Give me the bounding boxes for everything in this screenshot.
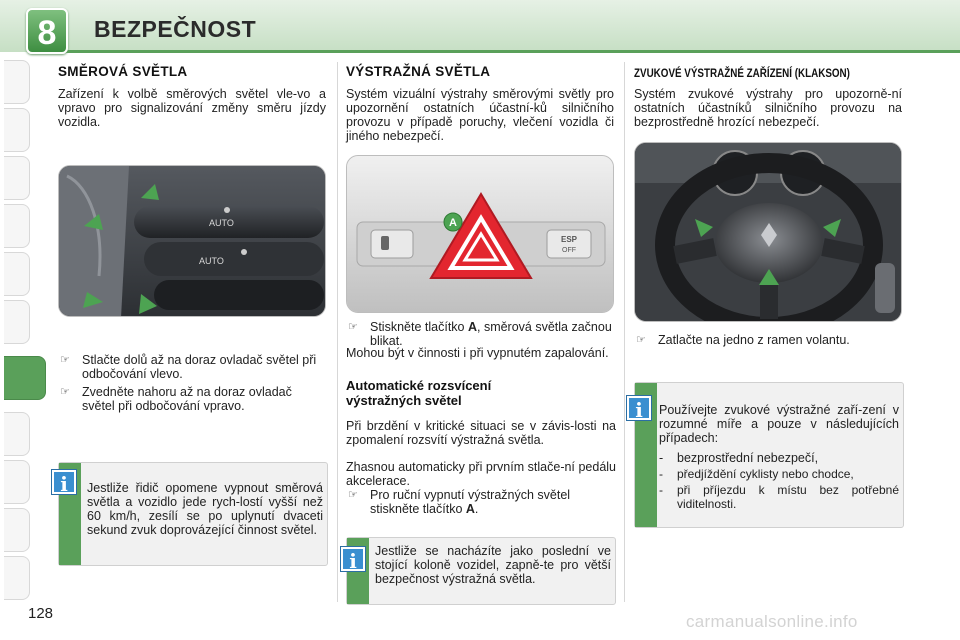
bullet-bold-a: A [467, 320, 477, 334]
bullet-bold-a: A [465, 502, 475, 516]
bullet-text-pre: Stiskněte tlačítko [370, 320, 468, 334]
pointing-hand-icon: ☞ [60, 354, 70, 366]
bullet-press-horn [636, 333, 904, 347]
auto-hazard-text-2: Zhasnou automaticky při prvním stlače-ní pedálu akcelerace. [346, 460, 616, 488]
bullet-right-turn [60, 385, 326, 413]
info-text: Používejte zvukové výstražné zaří-zení v rozumné míře a pouze v následujících případech: [659, 403, 899, 445]
bullet-text: Zatlačte na jedno z ramen volantu. [658, 333, 850, 347]
chapter-tab[interactable] [4, 300, 30, 344]
steering-wheel-illustration [635, 143, 902, 322]
chapter-tab-active[interactable] [4, 356, 46, 400]
pointing-hand-icon: ☞ [60, 386, 70, 398]
section-heading-hazard-lights: VÝSTRAŽNÁ SVĚTLA [346, 64, 491, 79]
info-list-item: - bezprostřední nebezpečí, [659, 451, 819, 465]
page-number: 128 [28, 605, 54, 622]
chapter-number-badge: 8 [26, 8, 68, 54]
stalk-illustration [59, 166, 326, 317]
horn-intro: Systém zvukové výstrahy pro upozorně-ní ostatních účastníků silničního provozu na bezprostředně hrozící nebezpečí. [634, 87, 902, 129]
info-box-horn-usage [634, 382, 904, 528]
steering-wheel-photo [634, 142, 902, 322]
header-rule [60, 50, 960, 53]
hazard-panel-illustration [347, 156, 614, 313]
section-heading-horn: ZVUKOVÉ VÝSTRAŽNÉ ZAŘÍZENÍ (KLAKSON) [634, 66, 850, 80]
column-divider [624, 62, 625, 602]
chapter-tab[interactable] [4, 556, 30, 600]
info-text: Jestliže se nacházíte jako poslední ve stojící koloně vozidel, zapně-te pro větší bezpečnost výstražná světla. [375, 544, 611, 586]
stalk-auto-label: AUTO [209, 218, 234, 228]
bullet-text-post: . [474, 502, 479, 516]
pointing-hand-icon: ☞ [636, 334, 646, 346]
info-icon: i [341, 547, 365, 571]
bullet-press-a [348, 320, 616, 348]
button-a-callout: A [449, 217, 457, 229]
chapter-tab[interactable] [4, 204, 30, 248]
info-list-text: při příjezdu k místu bez potřebné viditelnosti. [677, 483, 899, 511]
stalk-auto-label: AUTO [199, 256, 224, 266]
chapter-tab[interactable] [4, 412, 30, 456]
bullet-text-post: , směrová světla začnou blikat. [370, 320, 612, 348]
chapter-tab[interactable] [4, 108, 30, 152]
chapter-title: BEZPEČNOST [94, 16, 257, 42]
pointing-hand-icon: ☞ [348, 321, 358, 333]
info-list-text: předjíždění cyklisty nebo chodce, [677, 467, 854, 481]
subheading-line: výstražných světel [346, 393, 462, 408]
pointing-hand-icon: ☞ [348, 489, 358, 501]
chapter-tabs [0, 56, 34, 586]
section-heading-turn-signals: SMĚROVÁ SVĚTLA [58, 64, 188, 79]
subheading-line: Automatické rozsvícení [346, 378, 492, 393]
chapter-tab[interactable] [4, 252, 30, 296]
hazard-lights-intro: Systém vizuální výstrahy směrovými světly pro upozornění ostatních účastní-ků silničního provozu v případě poruchy, vlečení vozidla či jiného nebezpečí. [346, 87, 614, 143]
info-list-text: bezprostřední nebezpečí, [677, 451, 819, 465]
bullet-left-turn [60, 353, 326, 381]
chapter-tab[interactable] [4, 60, 30, 104]
bullet-text-pre: Pro ruční vypnutí výstražných světel stiskněte tlačítko [370, 488, 571, 516]
chapter-tab[interactable] [4, 460, 30, 504]
turn-signal-stalk-photo [58, 165, 326, 317]
subheading-auto-hazard [346, 378, 616, 408]
info-icon: i [52, 470, 76, 494]
info-text: Jestliže řidič opomene vypnout směrová světla a vozidlo jede rych-lostí vyšší než 60 km/h, zesílí se po uplynutí dvaceti sekund zvuk doprovázející činnost světel. [87, 481, 323, 537]
turn-signals-intro: Zařízení k volbě směrových světel vle-vo a vpravo pro signalizování změny směru jízdy vozidla. [58, 87, 326, 129]
info-box-queue-warning [346, 537, 616, 605]
chapter-tab[interactable] [4, 508, 30, 552]
info-list-item: - předjíždění cyklisty nebo chodce, [659, 467, 854, 481]
watermark: carmanualsonline.info [686, 612, 858, 631]
esp-label: ESP [560, 235, 578, 244]
bullet-text: Zvedněte nahoru až na doraz ovladač světel při odbočování vpravo. [82, 385, 292, 413]
auto-hazard-text-1: Při brzdění v kritické situaci se v závis-losti na zpomalení rozsvítí výstražná světla. [346, 419, 616, 447]
info-box-turn-signal-warning [58, 462, 328, 566]
bullet-manual-off [348, 488, 616, 516]
bullet-text: Stlačte dolů až na doraz ovladač světel při odbočování vlevo. [82, 353, 317, 381]
chapter-tab[interactable] [4, 156, 30, 200]
column-divider [337, 62, 338, 602]
info-icon: i [627, 396, 651, 420]
info-list-item: - při příjezdu k místu bez potřebné viditelnosti. [659, 483, 899, 511]
hazard-button-photo [346, 155, 614, 313]
off-label: OFF [562, 247, 576, 254]
hazard-note: Mohou být v činnosti i při vypnutém zapalování. [346, 346, 609, 360]
